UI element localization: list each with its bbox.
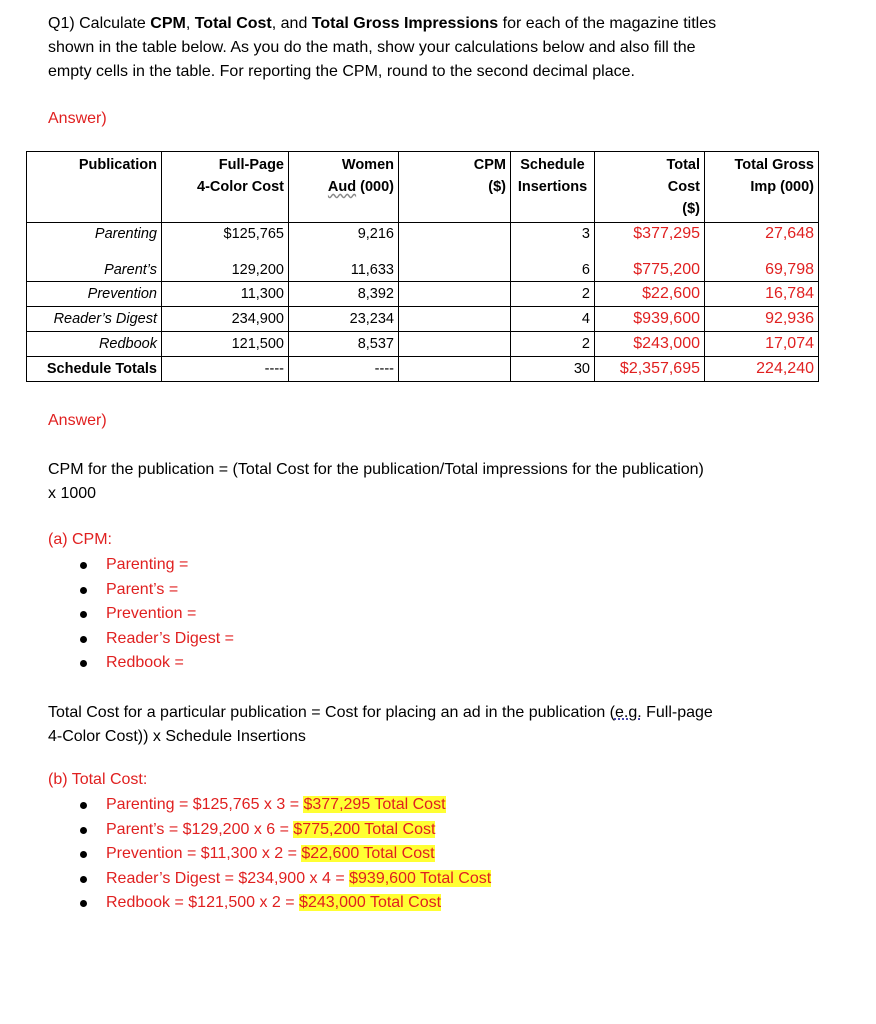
formula-eg: e.g. bbox=[614, 704, 642, 721]
bullet-icon bbox=[80, 900, 87, 907]
list-item bbox=[72, 818, 491, 843]
row-total: $243,000 bbox=[595, 332, 705, 357]
row-aud: 8,392 bbox=[289, 282, 399, 307]
row-total: $377,295 bbox=[595, 223, 705, 246]
row-gross: 17,074 bbox=[705, 332, 819, 357]
row-sched: 3 bbox=[511, 223, 595, 246]
row-name: Redbook bbox=[27, 332, 162, 357]
row-name: Parent’s bbox=[27, 259, 162, 282]
list-item bbox=[72, 867, 491, 892]
totals-cpm[interactable] bbox=[399, 357, 511, 382]
header-aud-word: Aud bbox=[327, 179, 357, 195]
table-row bbox=[27, 282, 819, 307]
totals-gross: 224,240 bbox=[705, 357, 819, 382]
row-aud: 11,633 bbox=[289, 259, 399, 282]
header-text: Total bbox=[666, 157, 700, 173]
calc-result: $22,600 Total Cost bbox=[301, 845, 435, 862]
cpm-section-title: (a) CPM: bbox=[48, 531, 112, 548]
formula-text: Total Cost for a particular publication = Cost for placing an ad in the publication ( bbox=[48, 704, 615, 721]
bullet-icon bbox=[80, 611, 87, 618]
header-text: Publication bbox=[78, 157, 157, 173]
calc-text: Redbook = $121,500 x 2 = bbox=[106, 894, 300, 911]
row-gross: 69,798 bbox=[705, 259, 819, 282]
table-row bbox=[27, 223, 819, 246]
calc-result: $775,200 Total Cost bbox=[293, 820, 436, 838]
row-cost: 129,200 bbox=[162, 259, 289, 282]
question-sep: , bbox=[185, 15, 195, 32]
cpm-formula-line-2: x 1000 bbox=[48, 485, 97, 502]
table-totals-row bbox=[27, 357, 819, 382]
row-aud: 8,537 bbox=[289, 332, 399, 357]
row-cpm[interactable] bbox=[399, 259, 511, 282]
formula-line-2: 4-Color Cost)) x Schedule Insertions bbox=[48, 728, 306, 745]
header-text: Women bbox=[341, 157, 394, 173]
row-cpm[interactable] bbox=[399, 307, 511, 332]
row-gross: 27,648 bbox=[705, 223, 819, 246]
list-item bbox=[72, 602, 234, 627]
bullet-icon bbox=[80, 851, 87, 858]
total-cost-list bbox=[72, 793, 491, 916]
header-cpm bbox=[399, 152, 511, 223]
answer-label: Answer) bbox=[48, 412, 107, 429]
question-text bbox=[48, 12, 716, 84]
header-text: Total Gross bbox=[734, 157, 814, 173]
row-sched: 6 bbox=[511, 259, 595, 282]
header-total-cost bbox=[595, 152, 705, 223]
header-text: Insertions bbox=[517, 179, 588, 195]
row-cost: 234,900 bbox=[162, 307, 289, 332]
row-total: $939,600 bbox=[595, 307, 705, 332]
list-item-text: Parent’s = bbox=[106, 580, 179, 598]
row-aud: 9,216 bbox=[289, 223, 399, 246]
calc-result: $243,000 Total Cost bbox=[299, 894, 442, 911]
row-aud: 23,234 bbox=[289, 307, 399, 332]
list-item bbox=[72, 793, 491, 818]
row-gross: 92,936 bbox=[705, 307, 819, 332]
table-row bbox=[27, 332, 819, 357]
list-item bbox=[72, 842, 491, 867]
table-row bbox=[27, 307, 819, 332]
bullet-icon bbox=[80, 636, 87, 643]
calc-result: $377,295 Total Cost bbox=[303, 796, 446, 813]
row-cpm[interactable] bbox=[399, 332, 511, 357]
header-text: CPM bbox=[473, 157, 506, 173]
header-audience: Women Aud (000) bbox=[289, 152, 399, 223]
list-item bbox=[72, 627, 234, 652]
row-cost: 11,300 bbox=[162, 282, 289, 307]
question-bold-total-cost: Total Cost bbox=[194, 15, 272, 32]
cpm-formula-line-1: CPM for the publication = (Total Cost for the publication/Total impressions for the publication) bbox=[48, 461, 704, 478]
row-name: Parenting bbox=[27, 223, 162, 246]
header-text: Imp (000) bbox=[750, 179, 814, 195]
question-rest: for each of the magazine titles bbox=[498, 15, 717, 32]
row-cost: $125,765 bbox=[162, 223, 289, 246]
bullet-icon bbox=[80, 802, 87, 809]
row-cpm[interactable] bbox=[399, 282, 511, 307]
calc-text: Parent’s = $129,200 x 6 = bbox=[106, 820, 294, 838]
calc-text: Parenting = $125,765 x 3 = bbox=[106, 796, 304, 813]
list-item-text: Reader’s Digest = bbox=[106, 629, 234, 647]
totals-sched: 30 bbox=[511, 357, 595, 382]
bullet-icon bbox=[80, 562, 87, 569]
header-text: 4-Color Cost bbox=[197, 179, 284, 195]
calc-result: $939,600 Total Cost bbox=[349, 869, 492, 887]
row-sched: 2 bbox=[511, 282, 595, 307]
calc-text: Prevention = $11,300 x 2 = bbox=[106, 845, 302, 862]
cpm-formula bbox=[48, 458, 704, 506]
question-line-2: shown in the table below. As you do the math, show your calculations below and also fill the bbox=[48, 39, 696, 56]
row-total: $22,600 bbox=[595, 282, 705, 307]
media-schedule-table bbox=[26, 151, 819, 382]
question-line-3: empty cells in the table. For reporting the CPM, round to the second decimal place. bbox=[48, 63, 635, 80]
totals-aud: ---- bbox=[289, 357, 399, 382]
header-text: ($) bbox=[488, 179, 506, 195]
row-sched: 2 bbox=[511, 332, 595, 357]
table-spacer bbox=[27, 245, 819, 259]
totals-cost: ---- bbox=[162, 357, 289, 382]
bullet-icon bbox=[80, 827, 87, 834]
header-text: ($) bbox=[682, 201, 700, 217]
header-publication bbox=[27, 152, 162, 223]
totals-total: $2,357,695 bbox=[595, 357, 705, 382]
header-schedule bbox=[511, 152, 595, 223]
table-row bbox=[27, 259, 819, 282]
list-item bbox=[72, 553, 234, 578]
list-item-text: Redbook = bbox=[106, 654, 184, 671]
question-bold-cpm: CPM bbox=[150, 15, 186, 32]
bullet-icon bbox=[80, 587, 87, 594]
list-item bbox=[72, 891, 491, 916]
totals-name: Schedule Totals bbox=[27, 357, 162, 382]
bullet-icon bbox=[80, 660, 87, 667]
question-prefix: Q1) Calculate bbox=[48, 15, 151, 32]
list-item bbox=[72, 578, 234, 603]
bullet-icon bbox=[80, 876, 87, 883]
row-name: Prevention bbox=[27, 282, 162, 307]
total-cost-formula bbox=[48, 701, 713, 749]
cpm-list bbox=[72, 553, 234, 676]
question-bold-gross: Total Gross Impressions bbox=[311, 15, 499, 32]
header-text: Cost bbox=[667, 179, 700, 195]
total-section-title: (b) Total Cost: bbox=[48, 771, 148, 788]
row-gross: 16,784 bbox=[705, 282, 819, 307]
formula-text: Full-page bbox=[641, 704, 713, 721]
header-cost bbox=[162, 152, 289, 223]
row-name: Reader’s Digest bbox=[27, 307, 162, 332]
table-header-row bbox=[27, 152, 819, 223]
question-sep: , and bbox=[271, 15, 312, 32]
row-total: $775,200 bbox=[595, 259, 705, 282]
header-total-gross bbox=[705, 152, 819, 223]
row-cpm[interactable] bbox=[399, 223, 511, 246]
header-text: Full-Page bbox=[218, 157, 284, 173]
row-sched: 4 bbox=[511, 307, 595, 332]
header-text: Schedule bbox=[520, 157, 585, 173]
list-item-text: Parenting = bbox=[106, 556, 189, 573]
list-item bbox=[72, 651, 234, 676]
answer-label: Answer) bbox=[48, 110, 107, 127]
list-item-text: Prevention = bbox=[106, 605, 197, 622]
calc-text: Reader’s Digest = $234,900 x 4 = bbox=[106, 869, 350, 887]
row-cost: 121,500 bbox=[162, 332, 289, 357]
